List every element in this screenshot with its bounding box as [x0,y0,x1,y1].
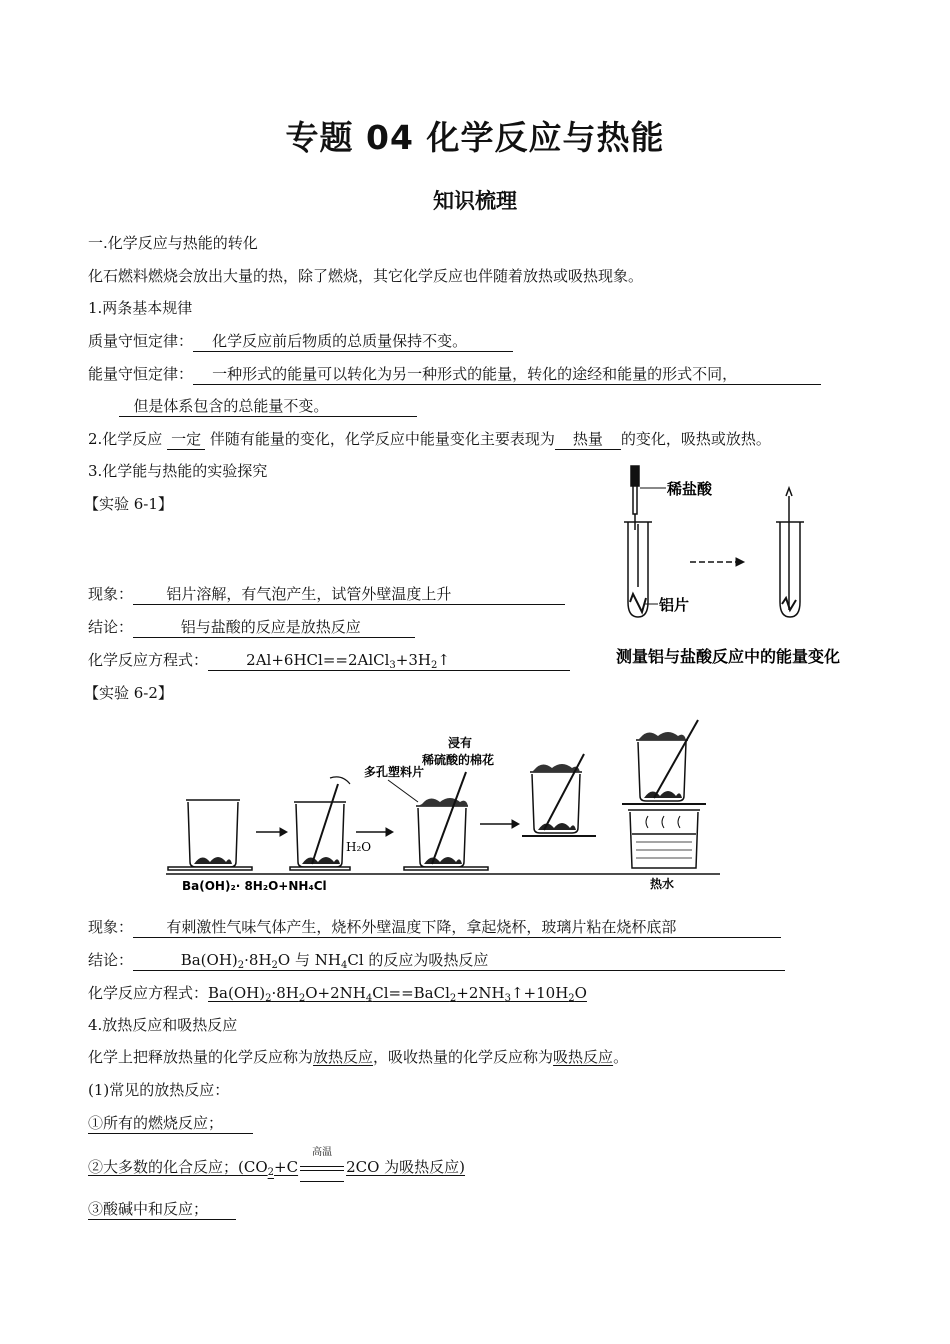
item-2-prefix: 2.化学反应 [88,430,163,448]
page-title: 专题 04 化学反应与热能 [285,118,665,157]
item-2-blank-2: 热量 [555,430,621,450]
exp2-phenomenon-line [88,917,781,938]
exp1-equation-line [88,650,570,671]
exothermic-point-1: ①所有的燃烧反应； [88,1113,253,1134]
term-endothermic: 吸热反应 [553,1048,614,1066]
label-dilute-hcl: 稀盐酸 [667,480,713,498]
label-cotton-1: 浸有 [448,736,473,750]
water-bath-icon [628,810,700,868]
exp1-phenomenon-label: 现象： [88,585,134,603]
arrow-right-icon [256,828,287,836]
exothermic-subheading: (1)常见的放热反应： [88,1081,230,1099]
test-tube-right-icon [776,488,804,617]
exothermic-point-3: ③酸碱中和反应； [88,1199,236,1220]
experiment-1-tag: 【实验 6-1】 [84,495,173,513]
mass-law-label: 质量守恒定律： [88,332,194,350]
exp1-conclusion-label: 结论： [88,618,134,636]
energy-law-answer-1: 一种形式的能量可以转化为另一种形式的能量，转化的途经和能量的形式不同， [193,365,821,385]
stirring-rod [654,720,698,798]
reagent-powder [194,857,232,864]
test-tube-left-icon [624,522,652,617]
exp1-equation-answer: $2Al+6HCl==2AlCl_3+3H_2↑$ [208,651,570,671]
cotton-ball [638,732,686,740]
stirring-rod [432,772,466,864]
label-aluminum: 铝片 [659,596,690,614]
item-2-suffix: 的变化，吸热或放热。 [620,430,771,448]
beaker-icon [636,740,688,801]
exp2-equation-label: 化学反应方程式： [88,984,209,1002]
item-2-middle: 伴随有能量的变化，化学反应中能量变化主要表现为 [209,430,555,448]
exp1-phenomenon-line [88,584,565,605]
label-reagents: Ba(OH)₂· 8H₂O+NH₄Cl [182,879,327,893]
exp1-phenomenon-answer: 铝片溶解，有气泡产生，试管外壁温度上升 [133,585,565,605]
exp2-conclusion-label: 结论： [88,951,134,969]
item-4-heading: 4.放热反应和吸热反应 [88,1016,238,1034]
laws-heading: 1.两条基本规律 [88,299,193,317]
stirring-rod [312,784,338,864]
energy-law-line [88,364,821,385]
arrow-right-icon [690,558,744,566]
item-2-blank-1: 一定 [167,430,205,450]
label-hot-water: 热水 [650,877,675,891]
cotton-ball [532,764,580,772]
arrow-right-icon [356,828,393,836]
exp2-conclusion-answer: $Ba(OH)_2\cdot 8H_2O$ 与 $NH_4Cl$ 的反应为吸热反应 [133,951,785,971]
exp2-phenomenon-answer: 有刺激性气味气体产生，烧杯外壁温度下降，拿起烧杯，玻璃片粘在烧杯底部 [133,918,781,938]
label-cotton-2: 稀硫酸的棉花 [422,753,495,767]
cotton-ball [418,798,468,806]
item-4-definition: 化学上把释放热量的化学反应称为放热反应，吸收热量的化学反应称为吸热反应。 [88,1048,629,1066]
label-water: H₂O [346,840,372,854]
arrow-right-icon [480,820,519,828]
mass-law-answer: 化学反应前后物质的总质量保持不变。 [193,332,513,352]
experiment-2-tag: 【实验 6-2】 [84,684,173,702]
beaker-icon [168,800,252,870]
intro-paragraph: 化石燃料燃烧会放出大量的热，除了燃烧，其它化学反应也伴随着放热或吸热现象。 [88,267,644,285]
beaker-icon [290,802,350,870]
section-subtitle: 知识梳理 [433,189,517,213]
dropper-icon [631,466,639,530]
label-porous-plate: 多孔塑料片 [364,765,425,779]
stir-arrow-icon [330,777,350,784]
term-exothermic: 放热反应 [313,1048,374,1066]
high-temp-condition: 高温 [298,1157,346,1177]
exp2-equation-answer: $Ba(OH)_2\cdot 8H_2O+2NH_4Cl==BaCl_2+2NH_3↑+10H_2O$ [208,984,587,1004]
reagent-powder [644,791,682,798]
mass-law-line [88,331,513,352]
item-3-heading: 3.化学能与热能的实验探究 [88,462,268,480]
reagent-powder [302,857,340,864]
exothermic-point-2: ②大多数的化合反应；($CO_2+C$ 高温 2CO 为吸热反应) [88,1157,465,1177]
exp2-equation-line [88,983,587,1003]
exp1-conclusion-answer: 铝与盐酸的反应是放热反应 [133,618,415,638]
exp1-conclusion-line [88,617,415,638]
energy-law-answer-2: 但是体系包含的总能量不变。 [119,397,417,417]
section-heading: 一.化学反应与热能的转化 [88,234,258,252]
exp2-conclusion-line [88,950,785,971]
exp2-figure [160,712,730,902]
exp1-figure [600,462,880,672]
figure-caption: 测量铝与盐酸反应中的能量变化 [616,647,841,666]
beaker-icon [530,772,582,833]
exp1-equation-label: 化学反应方程式： [88,651,209,669]
energy-law-line-2 [119,396,417,417]
reagent-powder [424,857,462,864]
energy-law-label: 能量守恒定律： [88,365,194,383]
exp2-phenomenon-label: 现象： [88,918,134,936]
item-2-line [88,429,771,450]
